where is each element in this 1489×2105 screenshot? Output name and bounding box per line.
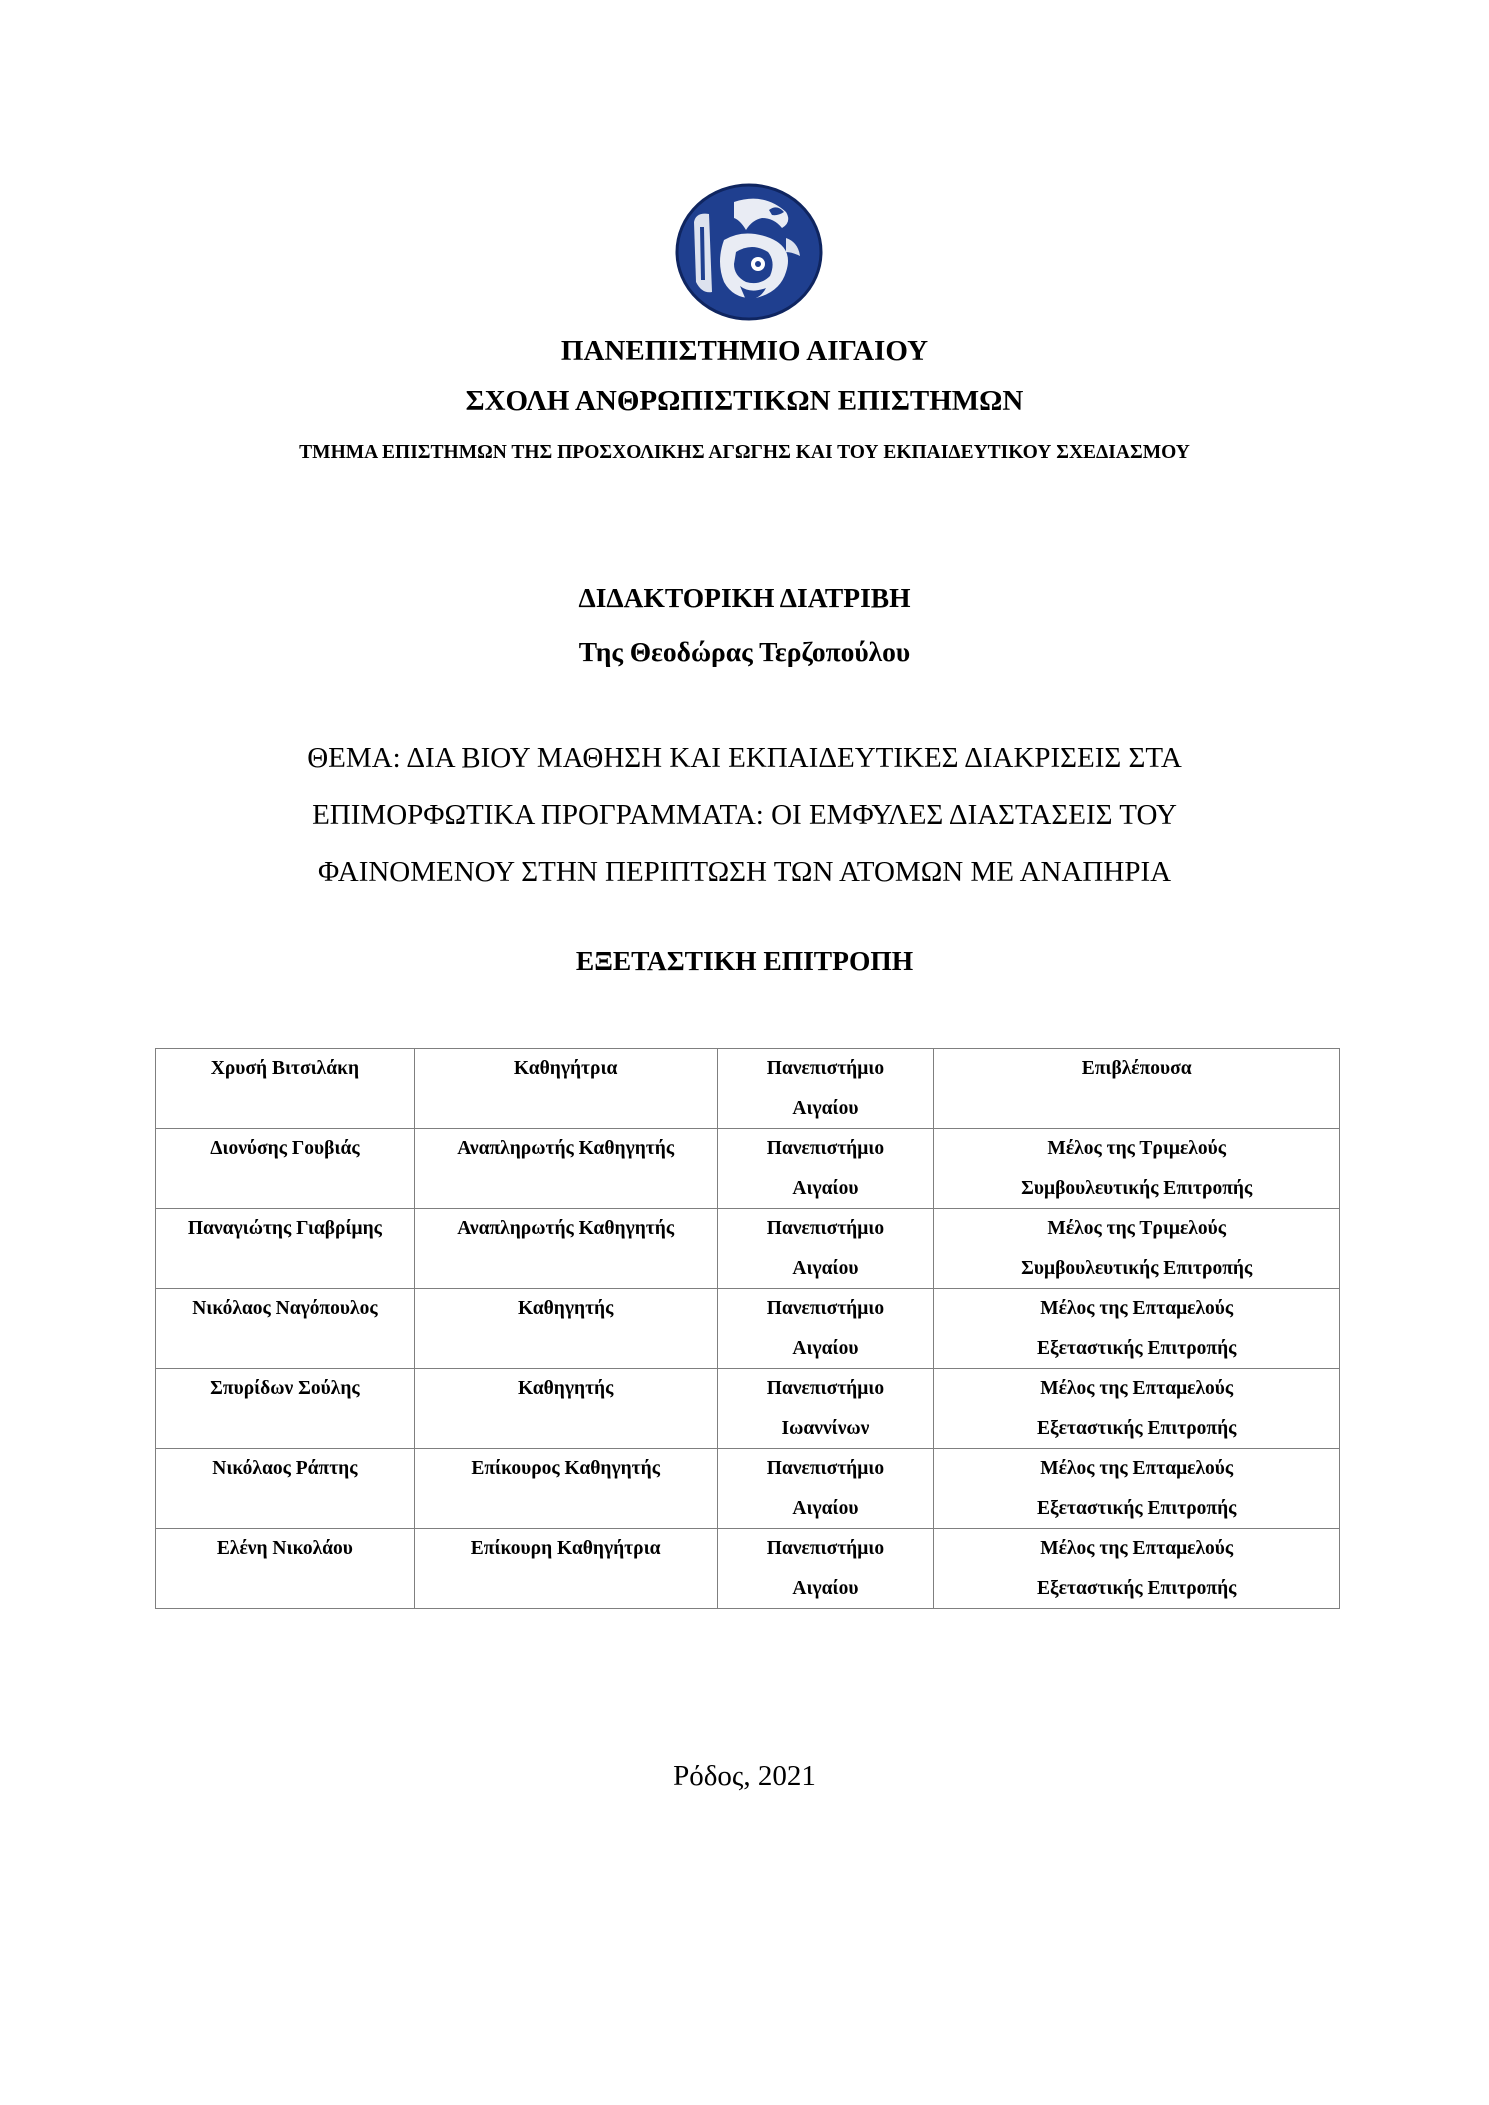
member-rank: Επίκουρος Καθηγητής bbox=[414, 1449, 717, 1529]
table-row bbox=[156, 1289, 1340, 1369]
thesis-topic bbox=[200, 730, 1289, 901]
member-institution: Πανεπιστήμιο Αιγαίου bbox=[717, 1049, 934, 1129]
member-rank: Αναπληρωτής Καθηγητής bbox=[414, 1209, 717, 1289]
member-institution: Πανεπιστήμιο Αιγαίου bbox=[717, 1129, 934, 1209]
member-name: Νικόλαος Ναγόπουλος bbox=[156, 1289, 415, 1369]
topic-line: ΕΠΙΜΟΡΦΩΤΙΚΑ ΠΡΟΓΡΑΜΜΑΤΑ: ΟΙ ΕΜΦΥΛΕΣ ΔΙΑΣΤΑΣΕΙΣ ΤΟΥ bbox=[312, 799, 1177, 831]
committee-title: ΕΞΕΤΑΣΤΙΚΗ ΕΠΙΤΡΟΠΗ bbox=[575, 945, 914, 976]
member-role: Επιβλέπουσα bbox=[934, 1049, 1340, 1129]
table-row bbox=[156, 1049, 1340, 1129]
member-institution: Πανεπιστήμιο Αιγαίου bbox=[717, 1449, 934, 1529]
member-role: Μέλος της Τριμελούς Συμβουλευτικής Επιτροπής bbox=[934, 1129, 1340, 1209]
university-of-aegean-seal-icon bbox=[674, 182, 824, 322]
member-role: Μέλος της Επταμελούς Εξεταστικής Επιτροπής bbox=[934, 1289, 1340, 1369]
member-role: Μέλος της Τριμελούς Συμβουλευτικής Επιτροπής bbox=[934, 1209, 1340, 1289]
table-row bbox=[156, 1449, 1340, 1529]
member-rank: Επίκουρη Καθηγήτρια bbox=[414, 1529, 717, 1609]
member-rank: Καθηγητής bbox=[414, 1289, 717, 1369]
member-name: Χρυσή Βιτσιλάκη bbox=[156, 1049, 415, 1129]
member-role: Μέλος της Επταμελούς Εξεταστικής Επιτροπής bbox=[934, 1449, 1340, 1529]
member-name: Ελένη Νικολάου bbox=[156, 1529, 415, 1609]
member-institution: Πανεπιστήμιο Αιγαίου bbox=[717, 1209, 934, 1289]
member-institution: Πανεπιστήμιο Αιγαίου bbox=[717, 1289, 934, 1369]
university-name: ΠΑΝΕΠΙΣΤΗΜΙΟ ΑΙΓΑΙΟΥ bbox=[560, 335, 929, 367]
table-row bbox=[156, 1209, 1340, 1289]
member-rank: Αναπληρωτής Καθηγητής bbox=[414, 1129, 717, 1209]
school-name: ΣΧΟΛΗ ΑΝΘΡΩΠΙΣΤΙΚΩΝ ΕΠΙΣΤΗΜΩΝ bbox=[465, 385, 1024, 417]
author-line: Της Θεοδώρας Τερζοπούλου bbox=[578, 636, 911, 667]
table-row bbox=[156, 1129, 1340, 1209]
thesis-type: ΔΙΔΑΚΤΟΡΙΚΗ ΔΙΑΤΡΙΒΗ bbox=[578, 582, 911, 613]
topic-line: ΦΑΙΝΟΜΕΝΟΥ ΣΤΗΝ ΠΕΡΙΠΤΩΣΗ ΤΩΝ ΑΤΟΜΩΝ ΜΕ ΑΝΑΠΗΡΙΑ bbox=[317, 856, 1172, 888]
committee-table bbox=[155, 1048, 1340, 1609]
member-institution: Πανεπιστήμιο Αιγαίου bbox=[717, 1529, 934, 1609]
member-role: Μέλος της Επταμελούς Εξεταστικής Επιτροπής bbox=[934, 1529, 1340, 1609]
member-name: Διονύσης Γουβιάς bbox=[156, 1129, 415, 1209]
member-name: Νικόλαος Ράπτης bbox=[156, 1449, 415, 1529]
member-rank: Καθηγήτρια bbox=[414, 1049, 717, 1129]
member-name: Παναγιώτης Γιαβρίμης bbox=[156, 1209, 415, 1289]
member-name: Σπυρίδων Σούλης bbox=[156, 1369, 415, 1449]
member-rank: Καθηγητής bbox=[414, 1369, 717, 1449]
table-row bbox=[156, 1369, 1340, 1449]
table-row bbox=[156, 1529, 1340, 1609]
department-name: ΤΜΗΜΑ ΕΠΙΣΤΗΜΩΝ ΤΗΣ ΠΡΟΣΧΟΛΙΚΗΣ ΑΓΩΓΗΣ ΚΑΙ ΤΟΥ ΕΚΠΑΙΔΕΥΤΙΚΟΥ ΣΧΕΔΙΑΣΜΟΥ bbox=[299, 442, 1190, 463]
member-institution: Πανεπιστήμιο Ιωαννίνων bbox=[717, 1369, 934, 1449]
member-role: Μέλος της Επταμελούς Εξεταστικής Επιτροπής bbox=[934, 1369, 1340, 1449]
topic-line: ΘΕΜΑ: ΔΙΑ ΒΙΟΥ ΜΑΘΗΣΗ ΚΑΙ ΕΚΠΑΙΔΕΥΤΙΚΕΣ ΔΙΑΚΡΙΣΕΙΣ ΣΤΑ bbox=[307, 742, 1182, 774]
place-date: Ρόδος, 2021 bbox=[673, 1760, 816, 1792]
